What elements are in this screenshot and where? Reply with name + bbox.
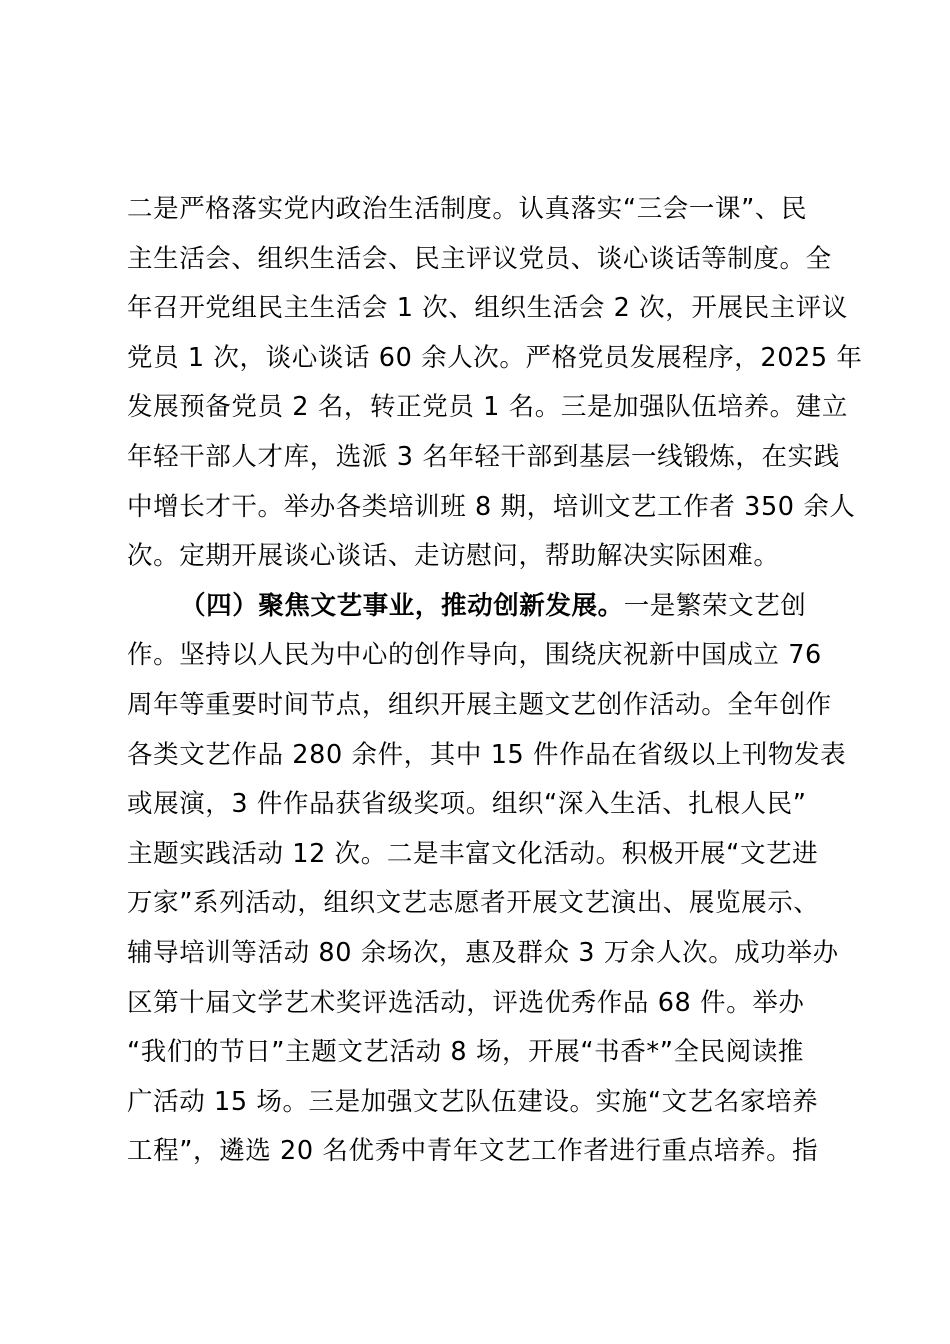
document-page [127,185,863,1177]
text-line: 主题实践活动 12 次。二是丰富文化活动。积极开展“文艺进 [127,838,819,869]
text-line: 万家”系列活动，组织文艺志愿者开展文艺演出、展览展示、 [127,888,820,919]
text-line: 各类文艺作品 280 余件，其中 15 件作品在省级以上刊物发表 [127,739,847,770]
text-line: 或展演，3 件作品获省级奖项。组织“深入生活、扎根人民” [127,789,807,820]
text-line: 年召开党组民主生活会 1 次、组织生活会 2 次，开展民主评议 [127,293,848,324]
text-line: 作。坚持以人民为中心的创作导向，围绕庆祝新中国成立 76 [127,640,822,671]
text-line: 二是严格落实党内政治生活制度。认真落实“三会一课”、民 [127,194,808,224]
text-line: 区第十届文学艺术奖评选活动，评选优秀作品 68 件。举办 [127,987,805,1018]
section-heading: （四）聚焦文艺事业，推动创新发展。 [180,590,624,621]
text-line: 主生活会、组织生活会、民主评议党员、谈心谈话等制度。全 [127,243,832,274]
text-line: 发展预备党员 2 名，转正党员 1 名。三是加强队伍培养。建立 [127,392,848,423]
text-line: 年轻干部人才库，选派 3 名年轻干部到基层一线锻炼，在实践 [127,441,840,472]
text-line: 次。定期开展谈心谈话、走访慰问，帮助解决实际困难。 [127,541,780,572]
section-heading-line [127,582,833,632]
text-line: 广活动 15 场。三是加强文艺队伍建设。实施“文艺名家培养 [127,1086,819,1117]
text-line: 中增长才干。举办各类培训班 8 期，培训文艺工作者 350 余人 [127,491,856,522]
text-line: 辅导培训等活动 80 余场次，惠及群众 3 万余人次。成功举办 [127,937,839,968]
text-line: 工程”，遴选 20 名优秀中青年文艺工作者进行重点培养。指 [127,1136,819,1167]
section-heading-continuation: 一是繁荣文艺创 [623,590,807,621]
text-line: “我们的节日”主题文艺活动 8 场，开展“书香*”全民阅读推 [127,1037,805,1068]
text-line: 党员 1 次，谈心谈话 60 余人次。严格党员发展程序，2025 年 [127,342,863,373]
text-line: 周年等重要时间节点，组织开展主题文艺创作活动。全年创作 [127,689,832,720]
